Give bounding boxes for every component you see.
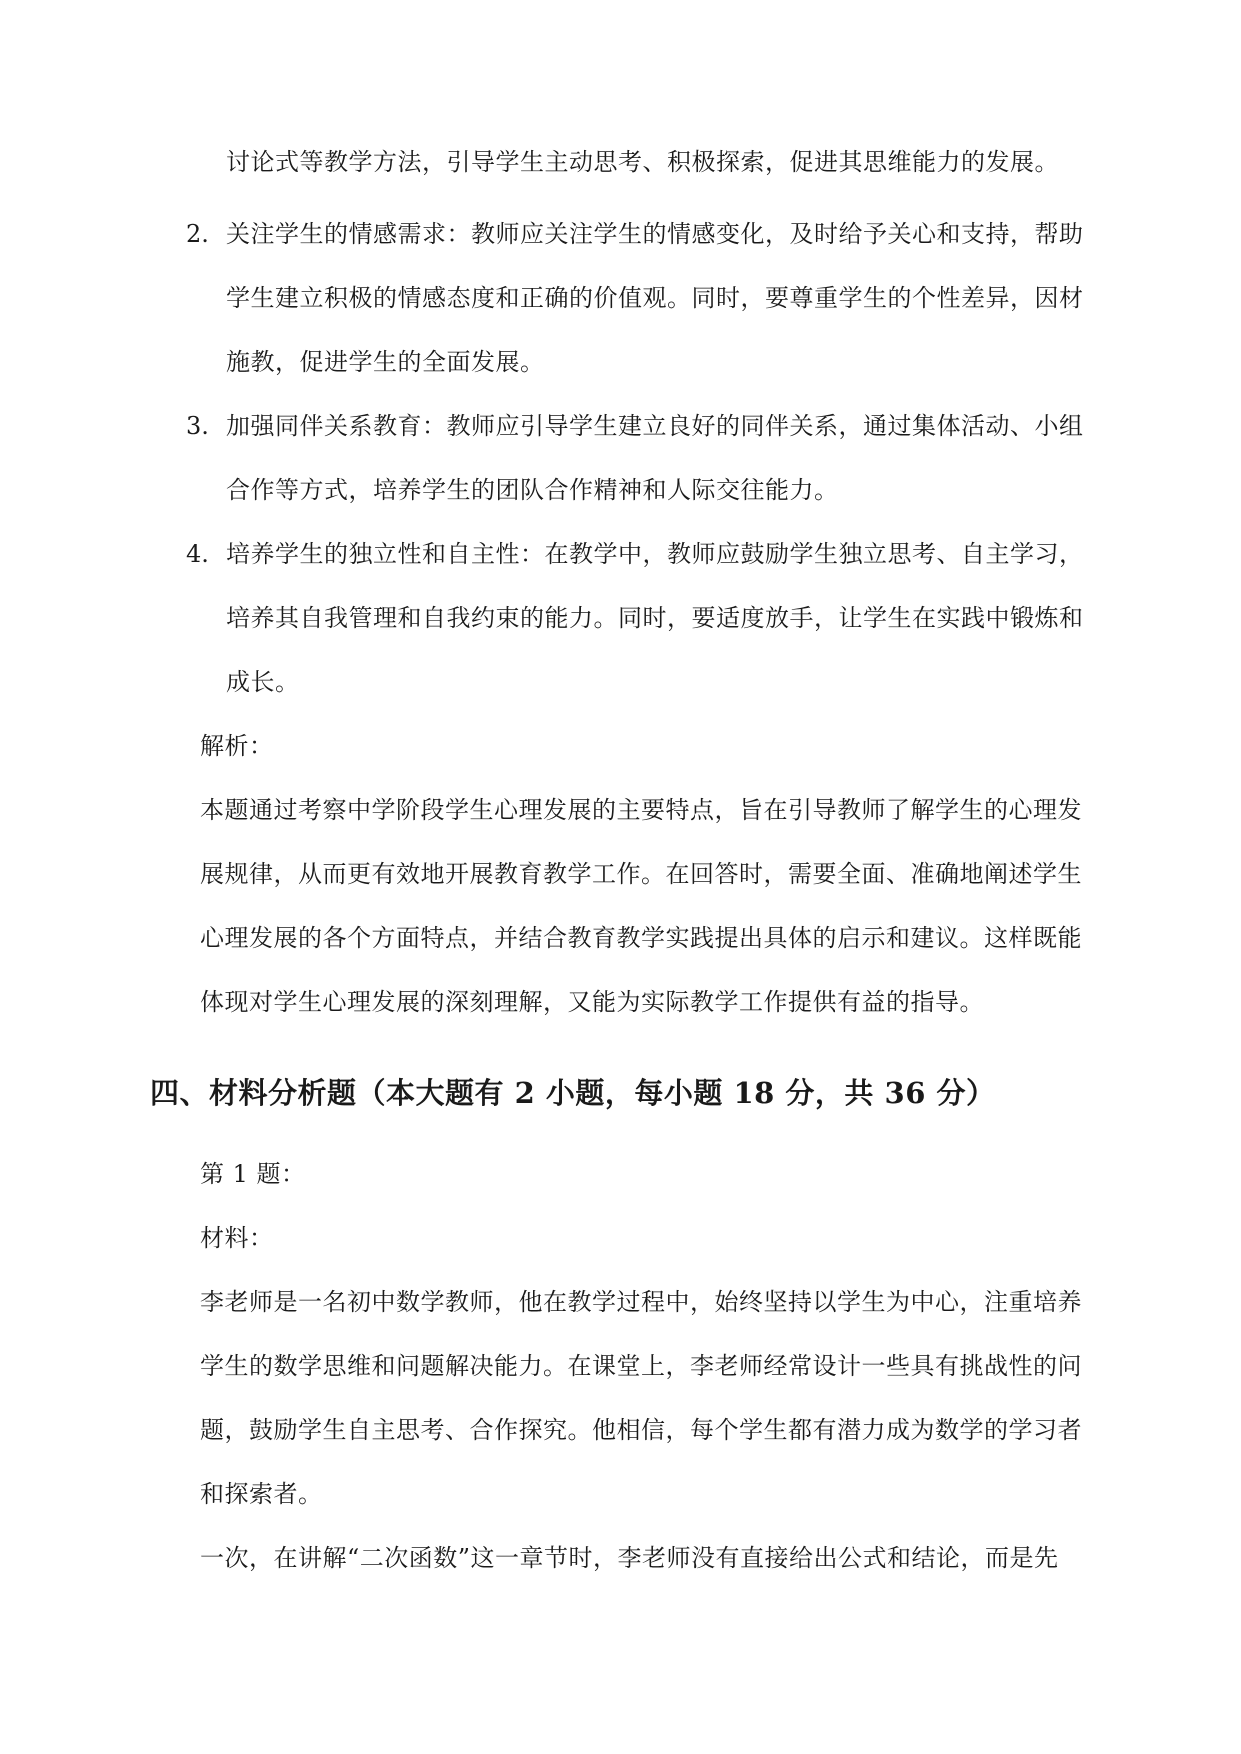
list-number: 4. bbox=[186, 540, 209, 568]
list-number: 3. bbox=[186, 412, 209, 440]
section-heading: 四、材料分析题（本大题有 2 小题，每小题 18 分，共 36 分） bbox=[150, 1076, 996, 1110]
material-line: 一次，在讲解“二次函数”这一章节时，李老师没有直接给出公式和结论，而是先 bbox=[200, 1544, 1059, 1572]
list-item-line: 关注学生的情感需求：教师应关注学生的情感变化，及时给予关心和支持，帮助 bbox=[226, 220, 1084, 248]
material-line: 学生的数学思维和问题解决能力。在课堂上，李老师经常设计一些具有挑战性的问 bbox=[200, 1352, 1082, 1380]
analysis-line: 本题通过考察中学阶段学生心理发展的主要特点，旨在引导教师了解学生的心理发 bbox=[200, 796, 1082, 824]
material-line: 和探索者。 bbox=[200, 1480, 323, 1508]
analysis-line: 展规律，从而更有效地开展教育教学工作。在回答时，需要全面、准确地阐述学生 bbox=[200, 860, 1082, 888]
list-item-line: 施教，促进学生的全面发展。 bbox=[226, 348, 545, 376]
analysis-line: 心理发展的各个方面特点，并结合教育教学实践提出具体的启示和建议。这样既能 bbox=[200, 924, 1082, 952]
material-line: 题，鼓励学生自主思考、合作探究。他相信，每个学生都有潜力成为数学的学习者 bbox=[200, 1416, 1082, 1444]
list-item-line: 合作等方式，培养学生的团队合作精神和人际交往能力。 bbox=[226, 476, 839, 504]
question-label: 第 1 题： bbox=[200, 1160, 306, 1188]
material-line: 李老师是一名初中数学教师，他在教学过程中，始终坚持以学生为中心，注重培养 bbox=[200, 1288, 1082, 1316]
analysis-label: 解析： bbox=[200, 732, 274, 760]
list-number: 2. bbox=[186, 220, 209, 248]
continuation-line: 讨论式等教学方法，引导学生主动思考、积极探索，促进其思维能力的发展。 bbox=[226, 148, 1059, 176]
list-item-line: 培养学生的独立性和自主性：在教学中，教师应鼓励学生独立思考、自主学习， bbox=[226, 540, 1084, 568]
list-item-line: 成长。 bbox=[226, 668, 300, 696]
list-item-line: 加强同伴关系教育：教师应引导学生建立良好的同伴关系，通过集体活动、小组 bbox=[226, 412, 1084, 440]
material-label: 材料： bbox=[200, 1224, 274, 1252]
analysis-line: 体现对学生心理发展的深刻理解，又能为实际教学工作提供有益的指导。 bbox=[200, 988, 984, 1016]
list-item-line: 学生建立积极的情感态度和正确的价值观。同时，要尊重学生的个性差异，因材 bbox=[226, 284, 1084, 312]
list-item-line: 培养其自我管理和自我约束的能力。同时，要适度放手，让学生在实践中锻炼和 bbox=[226, 604, 1084, 632]
